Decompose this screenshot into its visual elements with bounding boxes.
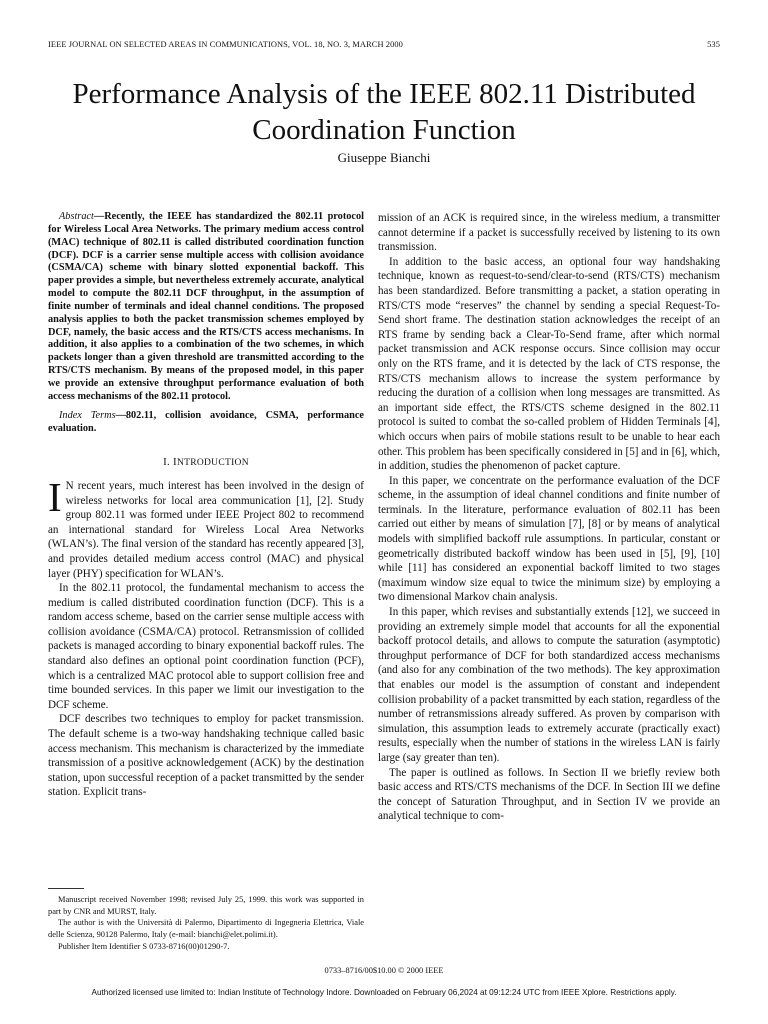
- footnote-manuscript: Manuscript received November 1998; revised July 25, 1999. this work was supported in part by CNR and MURST, Italy.: [48, 895, 364, 916]
- right-paragraph-2: In this paper, we concentrate on the performance evaluation of the DCF scheme, in the assumption of ideal channel conditions and finite number of terminals. In the literature, performance evaluation of 802.11 has been carried out either by means of simulation [7], [8] or by means of analytical models with simplified backoff rule assumptions. In particular, constant or geometrically distributed backoff window has been used in [5], [9], [10] while [11] has considered an exponential backoff limited to two stages (maximum window size equal to twice the minimum size) by employing a two dimensional Markov chain analysis.: [378, 474, 720, 604]
- abstract-text: —Recently, the IEEE has standardized the 802.11 protocol for Wireless Local Area Networks. The primary medium access control (MAC) technique of 802.11 is called distributed coordination function (DCF). DCF is a carrier sense multiple access with collision avoidance (CSMA/CA) scheme with binary slotted exponential backoff. This paper provides a simple, but nevertheless extremely accurate, analytical model to compute the 802.11 DCF throughput, in the assumption of finite number of terminals and ideal channel conditions. The proposed analysis applies to both the packet transmission schemes employed by DCF, namely, the basic access and the RTS/CTS access mechanisms. In addition, it also applies to a combination of the two schemes, in which packets longer than a given threshold are transmitted according to the RTS/CTS mechanism. By means of the proposed model, in this paper we provide an extensive throughput performance evaluation of both access mechanisms of the 802.11 protocol.: [48, 211, 364, 402]
- section-heading-introduction: [48, 455, 364, 471]
- copyright-line: 0733–8716/00$10.00 © 2000 IEEE: [324, 966, 444, 975]
- right-paragraph-0: mission of an ACK is required since, in the wireless medium, a transmitter cannot determine if a packet is successfully received by listening to its own transmission.: [378, 212, 720, 254]
- abstract-lead: Abstract: [59, 211, 94, 222]
- footnotes: [48, 894, 364, 953]
- left-column: [48, 211, 364, 800]
- intro-paragraph-1-text: N recent years, much interest has been involved in the design of wireless networks for local area communication [1], [2]. Study group 802.11 was formed under IEEE Project 802 to recommend an international standard for Wireless Local Area Networks (WLAN’s). The final version of the standard has recently appeared [3], and provides detailed medium access control (MAC) and physical layer (PHY) specification for WLAN’s.: [48, 479, 364, 580]
- journal-citation: IEEE JOURNAL ON SELECTED AREAS IN COMMUNICATIONS, VOL. 18, NO. 3, MARCH 2000: [48, 40, 403, 49]
- footnote-affiliation: The author is with the Università di Palermo, Dipartimento di Ingegneria Elettrica, Viale delle Scienza, 90128 Palermo, Italy (e-mail: bianchi@elet.polimi.it).: [48, 918, 364, 940]
- running-header: [48, 40, 720, 54]
- page-number: 535: [707, 40, 720, 49]
- right-paragraph-3: In this paper, which revises and substantially extends [12], we succeed in providing an extremely simple model that accounts for all the exponential backoff protocol details, and allows to compute the saturation (asymptotic) throughput performance of DCF for both standardized access mechanisms (and also for any combination of the two methods). The key approximation that enables our model is the assumption of constant and independent collision probability of a packet transmitted by each station, regardless of the number of retransmissions already suffered. As proven by comparison with simulation, this assumption leads to extremely accurate (practically exact) results, especially when the number of stations in the wireless LAN is fairly large (say greater than ten).: [378, 606, 720, 764]
- section-number: I.: [163, 456, 171, 469]
- intro-paragraph-2: In the 802.11 protocol, the fundamental mechanism to access the medium is called distributed coordination function (DCF). This is a random access scheme, based on the carrier sense multiple access with collision avoidance (CSMA/CA) protocol. Retransmission of collided packets is managed according to binary exponential backoff rules. The standard also defines an optional point coordination function (PCF), which is a centralized MAC protocol able to support collision free and time bounded services. In this paper we limit our investigation to the DCF scheme.: [48, 582, 364, 711]
- index-terms: [48, 410, 364, 436]
- footnote-publisher-id: Publisher Item Identifier S 0733-8716(00)01290-7.: [58, 941, 230, 951]
- drop-cap: I: [48, 473, 62, 520]
- section-first-letter: I: [173, 456, 177, 469]
- right-paragraph-4: The paper is outlined as follows. In Section II we briefly review both basic access and RTS/CTS mechanisms of the DCF. In Section III we define the concept of Saturation Throughput, and in Section IV we provide an analytical technique to com-: [378, 766, 720, 823]
- footnote-rule: [48, 888, 84, 889]
- index-terms-text: —802.11, collision avoidance, CSMA, performance evaluation.: [48, 409, 364, 434]
- paper-title: Performance Analysis of the IEEE 802.11 Distributed Coordination Function: [72, 78, 696, 146]
- abstract: [48, 211, 364, 404]
- intro-paragraph-3: DCF describes two techniques to employ for packet transmission. The default scheme is a two-way handshaking technique called basic access mechanism. This mechanism is characterized by the immediate transmission of a positive acknowledgement (ACK) by the destination station, upon successful reception of a packet transmitted by the sender station. Explicit trans-: [48, 713, 364, 799]
- right-column: [378, 211, 720, 824]
- index-terms-lead: Index Terms: [59, 409, 116, 421]
- license-notice: Authorized licensed use limited to: Indian Institute of Technology Indore. Downloaded on February 06,2024 at 09:12:24 UTC from IEEE Xplore. Restrictions apply.: [91, 988, 677, 997]
- intro-paragraph-1: [48, 473, 364, 581]
- section-rest: NTRODUCTION: [176, 458, 249, 469]
- right-paragraph-1: In addition to the basic access, an optional four way handshaking technique, known as request-to-send/clear-to-send (RTS/CTS) mechanism has been standardized. Before transmitting a packet, a station operating in RTS/CTS mode “reserves” the channel by sending a special Request-To-Send short frame. The destination station acknowledges the receipt of an RTS frame by sending back a Clear-To-Send frame, after which normal packet transmission and ACK response occurs. Since collision may occur only on the RTS frame, and it is detected by the lack of CTS response, the RTS/CTS mechanism allows to increase the system performance by reducing the duration of a collision when long messages are transmitted. As an important side effect, the RTS/CTS scheme designed in the 802.11 protocol is suited to combat the so-called problem of Hidden Terminals [4], which occurs when pairs of mobile stations result to be unable to hear each other. This problem has been specifically considered in [5] and in [6], which, in addition, studies the phenomenon of packet capture.: [378, 255, 720, 473]
- author-name: Giuseppe Bianchi: [337, 150, 431, 165]
